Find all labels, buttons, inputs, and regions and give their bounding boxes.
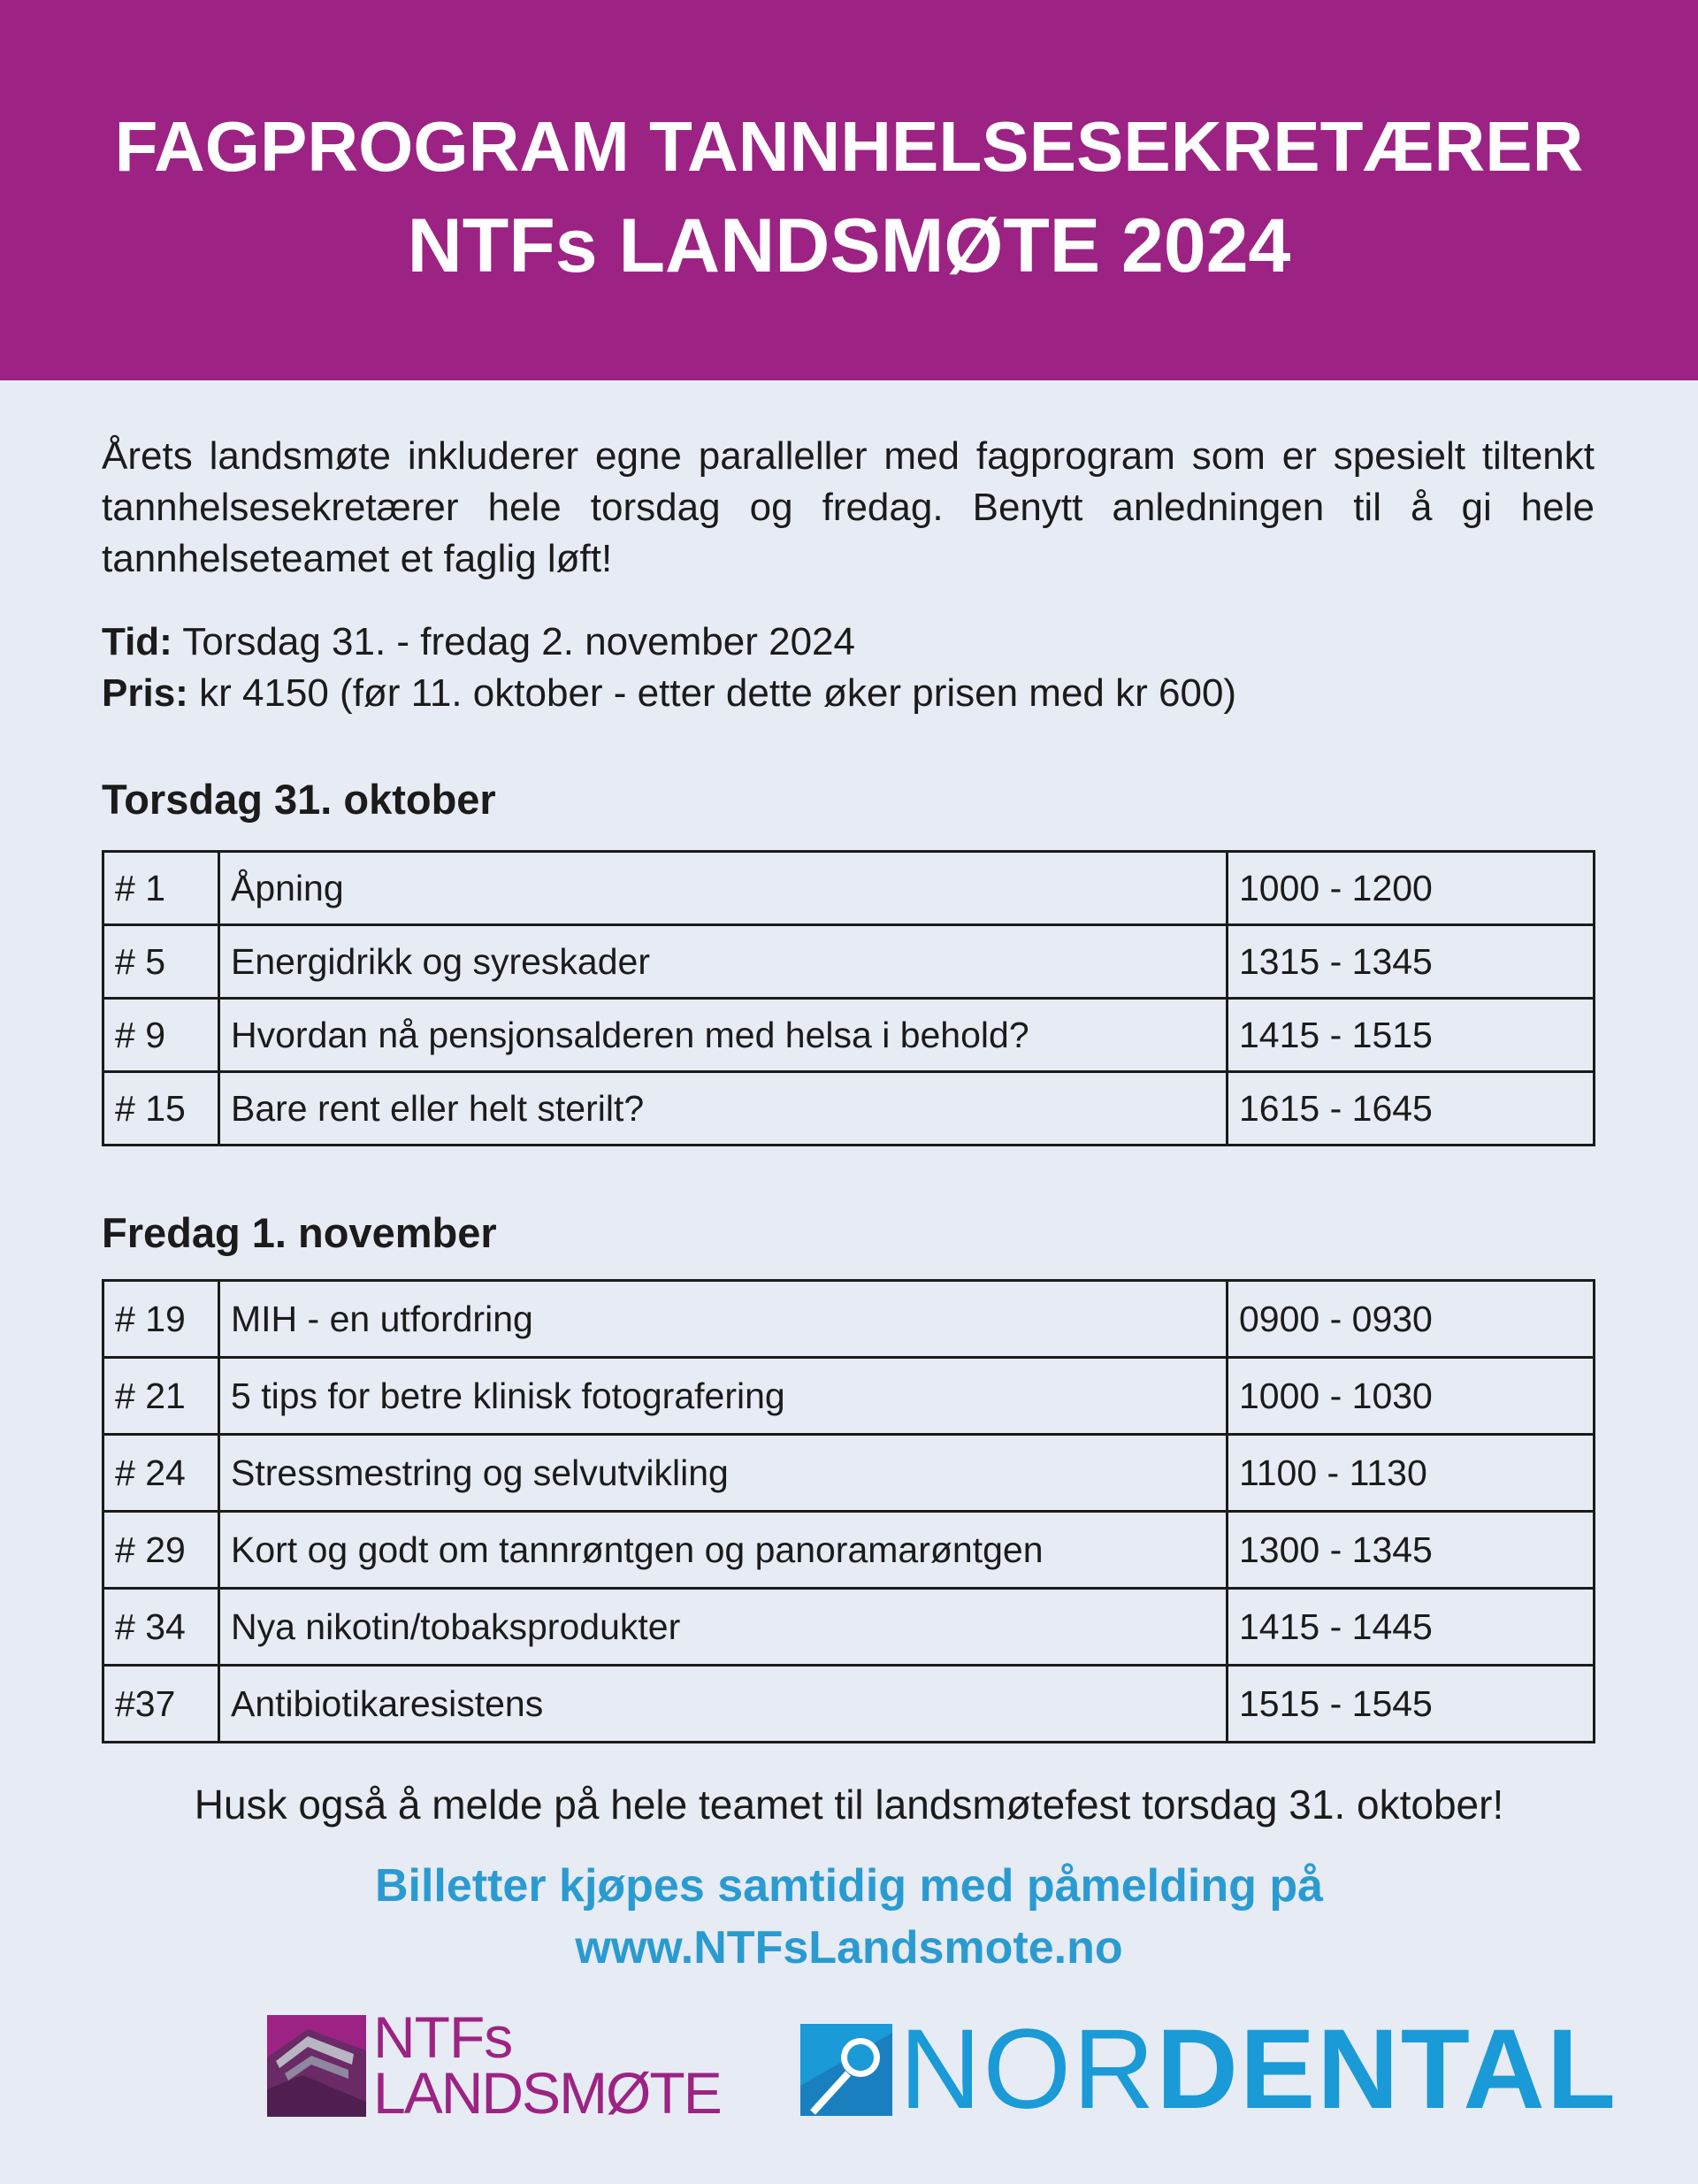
session-time: 0900 - 0930 [1228, 1281, 1595, 1358]
event-meta [102, 617, 1595, 719]
session-number: # 29 [103, 1512, 219, 1589]
session-number: # 5 [103, 925, 219, 999]
price-value: kr 4150 (før 11. oktober - etter dette øker prisen med kr 600) [199, 671, 1237, 715]
nordental-bold: DENTAL [1156, 2006, 1618, 2133]
cta-text: Billetter kjøpes samtidig med påmelding på [374, 1860, 1324, 1912]
session-number: # 21 [103, 1358, 219, 1435]
session-number: # 24 [103, 1435, 219, 1512]
session-time: 1415 - 1515 [1228, 999, 1595, 1072]
session-time: 1515 - 1545 [1228, 1666, 1595, 1743]
reminder-text: Husk også å melde på hele teamet til landsmøtefest torsdag 31. oktober! [194, 1782, 1504, 1828]
session-time: 1000 - 1200 [1228, 852, 1595, 925]
session-title: Stressmestring og selvutvikling [219, 1435, 1228, 1512]
ntfs-landsmote-logo [267, 2004, 727, 2126]
ntf-logo-line1: NTFs [373, 2004, 513, 2070]
table-row [103, 1589, 1595, 1666]
table-row [103, 925, 1595, 999]
session-title: Nya nikotin/tobaksprodukter [219, 1589, 1228, 1666]
session-time: 1415 - 1445 [1228, 1589, 1595, 1666]
intro-paragraph: Årets landsmøte inkluderer egne paralleller med fagprogram som er spesielt tiltenkt tannhelsesekretærer hele torsdag og fredag. Benytt anledningen til å gi hele tannhelseteamet et faglig løft! [102, 434, 1595, 580]
table-row [103, 999, 1595, 1072]
table-row [103, 1666, 1595, 1743]
session-number: # 15 [103, 1072, 219, 1146]
session-title: MIH - en utfordring [219, 1281, 1228, 1358]
session-title: Energidrikk og syreskader [219, 925, 1228, 999]
time-row [102, 617, 1595, 668]
page-title-line2: NTFs LANDSMØTE 2024 [407, 203, 1291, 288]
session-time: 1315 - 1345 [1228, 925, 1595, 999]
session-time: 1300 - 1345 [1228, 1512, 1595, 1589]
website-link[interactable]: www.NTFsLandsmote.no [575, 1922, 1123, 1973]
table-row [103, 1435, 1595, 1512]
nordental-light: NOR [899, 2006, 1157, 2133]
session-title: Åpning [219, 852, 1228, 925]
price-row [102, 668, 1595, 719]
schedule-table-thursday [102, 850, 1595, 1146]
time-label: Tid: [102, 620, 172, 663]
table-row [103, 1358, 1595, 1435]
nordental-wordmark [899, 2006, 1618, 2133]
session-time: 1000 - 1030 [1228, 1358, 1595, 1435]
ntf-logo-mark-icon [267, 2015, 366, 2117]
session-title: Antibiotikaresistens [219, 1666, 1228, 1743]
session-time: 1615 - 1645 [1228, 1072, 1595, 1146]
session-number: #37 [103, 1666, 219, 1743]
table-row [103, 1512, 1595, 1589]
session-time: 1100 - 1130 [1228, 1435, 1595, 1512]
session-number: # 1 [103, 852, 219, 925]
session-title: Hvordan nå pensjonsalderen med helsa i behold? [219, 999, 1228, 1072]
table-row [103, 1072, 1595, 1146]
price-label: Pris: [102, 671, 188, 715]
day-heading-friday: Fredag 1. november [102, 1209, 497, 1256]
session-number: # 9 [103, 999, 219, 1072]
header-banner [0, 0, 1698, 380]
ticket-cta [0, 1855, 1698, 1979]
session-title: Bare rent eller helt sterilt? [219, 1072, 1228, 1146]
nordental-logo [800, 2006, 1618, 2133]
table-row [103, 852, 1595, 925]
time-value: Torsdag 31. - fredag 2. november 2024 [182, 620, 855, 663]
table-row [103, 1281, 1595, 1358]
session-number: # 34 [103, 1589, 219, 1666]
session-title: 5 tips for betre klinisk fotografering [219, 1358, 1228, 1435]
day-heading-thursday: Torsdag 31. oktober [102, 776, 496, 823]
page-title-line1: FAGPROGRAM TANNHELSESEKRETÆRER [114, 107, 1584, 186]
schedule-table-friday [102, 1279, 1595, 1743]
ntf-logo-line2: LANDSMØTE [373, 2060, 721, 2126]
session-title: Kort og godt om tannrøntgen og panoramarøntgen [219, 1512, 1228, 1589]
dental-mirror-icon [800, 2024, 892, 2116]
session-number: # 19 [103, 1281, 219, 1358]
